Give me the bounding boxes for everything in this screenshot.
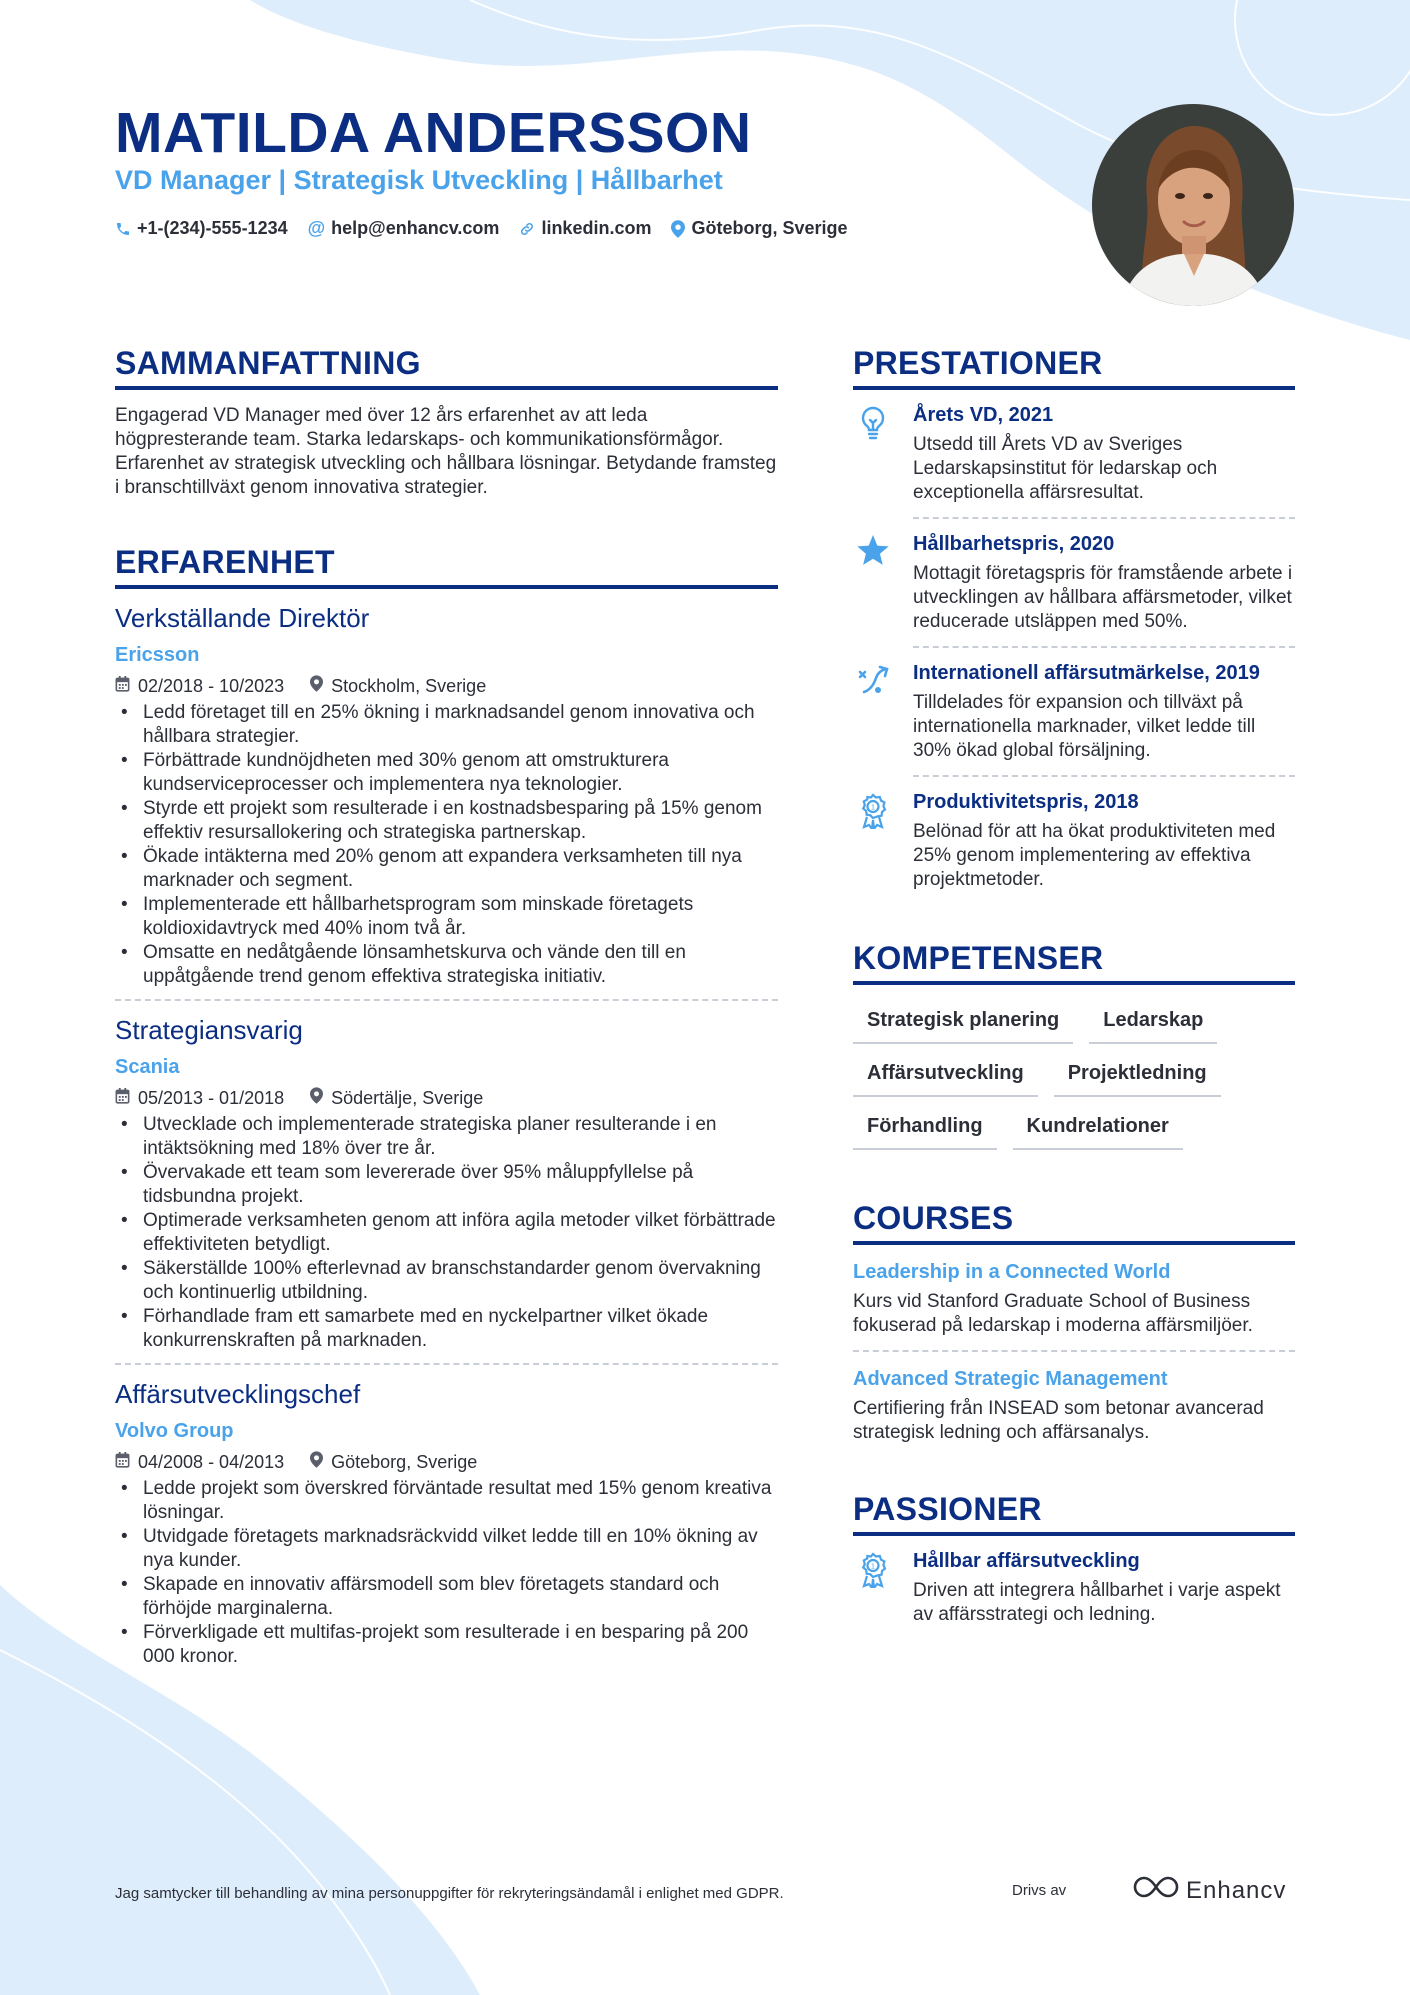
job-bullet: • Optimerade verksamheten genom att införa agila metoder vilket förbättrade effektiviteten betydligt. (115, 1209, 778, 1257)
job-meta (115, 1087, 778, 1109)
job-location-text: Södertälje, Sverige (331, 1087, 484, 1108)
company-name: Ericsson (115, 644, 200, 666)
link-icon (519, 221, 535, 237)
job-bullet: • Övervakade ett team som levererade över 95% måluppfyllelse på tidsbundna projekt. (115, 1161, 778, 1209)
job-bullet: • Ledde projekt som överskred förväntade resultat med 15% genom kreativa lösningar. (115, 1477, 778, 1525)
achievement-item (853, 390, 1295, 519)
powered-by-label: Drivs av (1012, 1882, 1067, 1899)
gdpr-consent: Jag samtycker till behandling av mina personuppgifter för rekryteringsändamål i enlighet med GDPR. (115, 1885, 784, 1902)
achievement-title: Årets VD, 2021 (913, 404, 1054, 426)
job-separator (115, 999, 778, 1001)
passion-desc: Driven att integrera hållbarhet i varje aspekt av affärsstrategi och ledning. (913, 1580, 1281, 1625)
contact-linkedin-text: linkedin.com (541, 218, 652, 238)
infinity-logo-icon (1132, 1874, 1180, 1907)
job-entry (115, 1379, 778, 1669)
achievement-item (853, 648, 1295, 777)
job-bullet: • Ökade intäkterna med 20% genom att expandera verksamheten till nya marknader och segment. (115, 845, 778, 893)
contact-phone[interactable] (115, 218, 288, 239)
job-location (310, 1087, 483, 1109)
job-bullet: • Omsatte en nedåtgående lönsamhetskurva och vände den till en uppåtgående trend genom effektiva strategiska initiativ. (115, 941, 778, 989)
achievement-separator (913, 775, 1295, 777)
achievement-desc: Belönad för att ha ökat produktiviteten med 25% genom implementering av effektiva projektmetoder. (913, 821, 1276, 890)
skills-heading: KOMPETENSER (853, 940, 1104, 976)
star-icon (853, 533, 893, 648)
award-ribbon-icon (853, 1550, 893, 1627)
job-bullets (115, 701, 778, 989)
job-location-text: Stockholm, Sverige (331, 675, 487, 696)
skills-list (853, 1009, 1295, 1150)
job-bullet: • Skapade en innovativ affärsmodell som blev företagets standard och förhöjde marginalerna. (115, 1573, 778, 1621)
passions-section (853, 1491, 1295, 1627)
company-name: Volvo Group (115, 1420, 234, 1442)
courses-section (853, 1200, 1295, 1445)
job-bullet: • Ledd företaget till en 25% ökning i marknadsandel genom innovativa och hållbara strategier. (115, 701, 778, 749)
lightbulb-icon (853, 404, 893, 519)
job-dates (115, 1087, 284, 1109)
achievement-desc: Tilldelades för expansion och tillväxt på internationella marknader, vilket ledde till 30% ökad global försäljning. (913, 692, 1256, 761)
achievement-title: Produktivitetspris, 2018 (913, 791, 1139, 813)
job-dates (115, 1451, 284, 1473)
skills-section (853, 940, 1295, 1150)
experience-heading: ERFARENHET (115, 544, 335, 580)
achievement-separator (913, 646, 1295, 648)
skill-tag: Ledarskap (1089, 1009, 1217, 1044)
summary-divider (115, 386, 778, 390)
job-entry (115, 1015, 778, 1365)
job-dates-text: 05/2013 - 01/2018 (138, 1087, 285, 1108)
contact-location-text: Göteborg, Sverige (691, 218, 848, 238)
job-title: Verkställande Direktör (115, 603, 370, 633)
job-location (310, 1451, 477, 1473)
experience-section (115, 544, 778, 1669)
job-bullet: • Implementerade ett hållbarhetsprogram som minskade företagets koldioxidavtryck med 40% inom två år. (115, 893, 778, 941)
at-icon: @ (307, 218, 326, 238)
achievement-separator (913, 517, 1295, 519)
course-title: Leadership in a Connected World (853, 1261, 1171, 1283)
location-pin-icon (310, 675, 323, 697)
job-bullet: • Förverkligade ett multifas-projekt som resulterade i en besparing på 200 000 kronor. (115, 1621, 778, 1669)
achievement-desc: Mottagit företagspris för framstående arbete i utvecklingen av hållbara affärsmetoder, vilket reducerade utsläppen med 50%. (913, 563, 1293, 632)
course-separator (853, 1350, 1295, 1352)
job-location (310, 675, 486, 697)
summary-section (115, 345, 778, 500)
contact-email[interactable] (308, 218, 500, 239)
job-location-text: Göteborg, Sverige (331, 1451, 478, 1472)
courses-divider (853, 1241, 1295, 1245)
location-pin-icon (310, 1087, 323, 1109)
course-desc: Kurs vid Stanford Graduate School of Business fokuserad på ledarskap i moderna affärsmiljöer. (853, 1291, 1253, 1336)
skills-divider (853, 981, 1295, 985)
achievement-desc: Utsedd till Årets VD av Sveriges Ledarskapsinstitut för ledarskap och exceptionella affärsresultat. (913, 434, 1218, 503)
svg-text:1: 1 (871, 804, 875, 812)
right-column (853, 345, 1295, 1627)
job-bullet: • Styrde ett projekt som resulterade i en kostnadsbesparing på 15% genom effektiv resursallokering och strategiska partnerskap. (115, 797, 778, 845)
brand-name: Enhancv (1186, 1876, 1287, 1904)
passion-item (853, 1536, 1295, 1627)
experience-divider (115, 585, 778, 589)
job-bullets (115, 1477, 778, 1669)
achievements-heading: PRESTATIONER (853, 345, 1103, 381)
job-meta (115, 675, 778, 697)
job-dates (115, 675, 284, 697)
course-title: Advanced Strategic Management (853, 1368, 1168, 1390)
skill-tag: Kundrelationer (1013, 1115, 1183, 1150)
contact-email-text: help@enhancv.com (331, 218, 500, 238)
passions-heading: PASSIONER (853, 1491, 1042, 1527)
job-title: Affärsutvecklingschef (115, 1379, 361, 1409)
calendar-icon (115, 1088, 130, 1109)
skill-tag: Affärsutveckling (853, 1062, 1038, 1097)
course-desc: Certifiering från INSEAD som betonar avancerad strategisk ledning och affärsanalys. (853, 1398, 1264, 1443)
location-pin-icon (671, 220, 685, 238)
achievement-item (853, 777, 1295, 892)
strategy-arrow-icon (853, 662, 893, 777)
candidate-name: MATILDA ANDERSSON (115, 101, 752, 165)
achievement-item (853, 519, 1295, 648)
candidate-tagline: VD Manager | Strategisk Utveckling | Hållbarhet (115, 165, 723, 195)
job-bullet: • Förbättrade kundnöjdheten med 30% genom att omstrukturera kundserviceprocesser och implementera nya teknologier. (115, 749, 778, 797)
calendar-icon (115, 1452, 130, 1473)
job-bullet: • Förhandlade fram ett samarbete med en nyckelpartner vilket ökade konkurrenskraften på marknaden. (115, 1305, 778, 1353)
job-separator (115, 1363, 778, 1365)
summary-heading: SAMMANFATTNING (115, 345, 421, 381)
award-ribbon-icon (853, 791, 893, 892)
job-title: Strategiansvarig (115, 1015, 303, 1045)
job-bullets (115, 1113, 778, 1353)
summary-text: Engagerad VD Manager med över 12 års erfarenhet av att leda högpresterande team. Starka ledarskaps- och kommunikationsförmågor. Erfarenhet av strategisk utveckling och hållbara lösningar. Betydande framsteg i branschtillväxt genom innovativa strategier. (115, 405, 777, 498)
job-entry (115, 603, 778, 1001)
calendar-icon (115, 676, 130, 697)
phone-icon (115, 221, 131, 237)
achievement-title: Hållbarhetspris, 2020 (913, 533, 1115, 555)
achievement-title: Internationell affärsutmärkelse, 2019 (913, 662, 1260, 684)
location-pin-icon (310, 1451, 323, 1473)
left-column (115, 345, 778, 1669)
company-name: Scania (115, 1056, 180, 1078)
courses-heading: COURSES (853, 1200, 1014, 1236)
contact-bar (115, 218, 848, 239)
contact-phone-text: +1-(234)-555-1234 (137, 218, 288, 238)
contact-linkedin[interactable] (519, 218, 651, 239)
achievements-section (853, 345, 1295, 892)
skill-tag: Förhandling (853, 1115, 997, 1150)
job-bullet: • Utvecklade och implementerade strategiska planer resulterande i en intäktsökning med 18% över tre år. (115, 1113, 778, 1161)
job-dates-text: 02/2018 - 10/2023 (138, 675, 285, 696)
profile-photo (1092, 104, 1294, 306)
job-bullet: • Utvidgade företagets marknadsräckvidd vilket ledde till en 10% ökning av nya kunder. (115, 1525, 778, 1573)
job-meta (115, 1451, 778, 1473)
job-dates-text: 04/2008 - 04/2013 (138, 1451, 285, 1472)
enhancv-logo[interactable] (1132, 1874, 1286, 1907)
passion-title: Hållbar affärsutveckling (913, 1550, 1140, 1572)
skill-tag: Projektledning (1054, 1062, 1221, 1097)
job-bullet: • Säkerställde 100% efterlevnad av branschstandarder genom övervakning och kontinuerlig utbildning. (115, 1257, 778, 1305)
svg-text:1: 1 (871, 1563, 875, 1571)
contact-location (671, 218, 847, 239)
skill-tag: Strategisk planering (853, 1009, 1073, 1044)
